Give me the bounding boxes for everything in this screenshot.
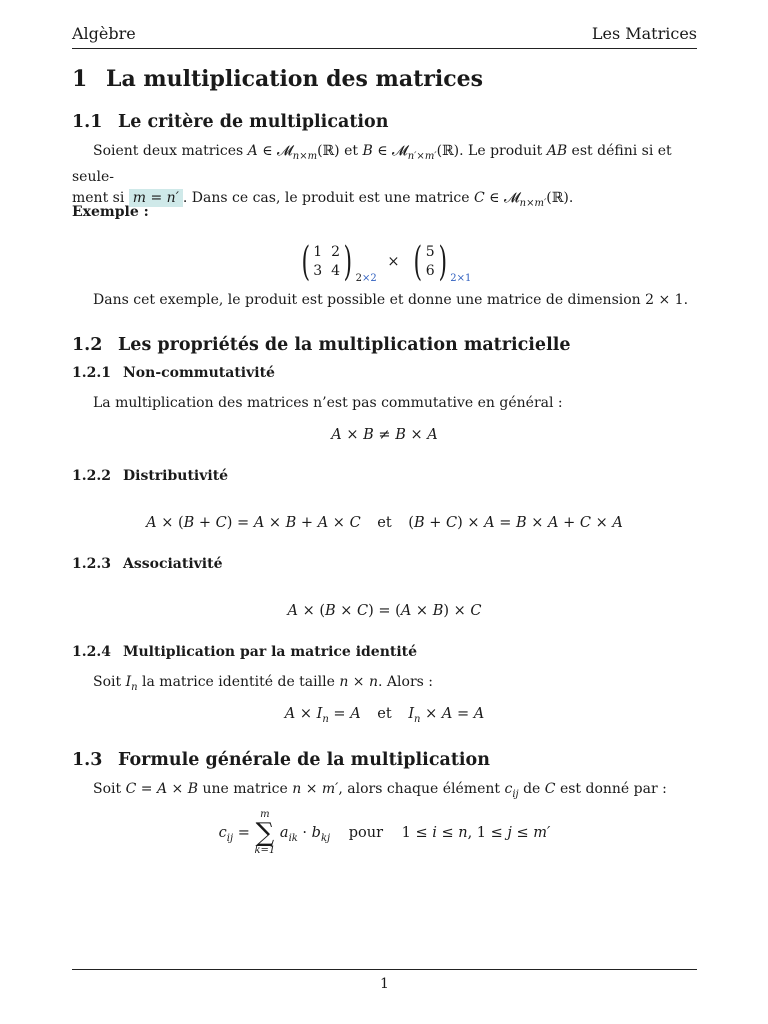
section-1-2-3-heading: 1.2.3 Associativité	[72, 556, 223, 572]
page-number: 1	[380, 976, 389, 992]
distributivity-formula: A × (B + C) = A × B + A × C et (B + C) × A = B × A + C × A	[146, 515, 623, 531]
identity-formula: $A \times I_n = A$ et $I_n \times A = A$	[284, 706, 485, 725]
example-label: Exemple :	[72, 204, 149, 220]
matrix-b-dimension: 2×1	[450, 273, 472, 284]
section-1-heading: 1 La multiplication des matrices	[72, 66, 483, 92]
section-1-2-4-text: Soit $I_n$ la matrice identité de taille n × n. Alors :	[93, 674, 433, 693]
footer-rule	[72, 969, 697, 970]
paragraph-line-2: ment si m = n′ . Dans ce cas, le produit est une matrice C ∈ 𝓜$_{n\times m'}$(ℝ).	[72, 189, 574, 209]
general-multiplication-formula: $c_{ij}$ = m ∑ k=1 $a_{ik} \cdot b_{kj}$ pour 1 ≤ i ≤ n, 1 ≤ j ≤ m′	[218, 809, 551, 856]
section-1-3-text: Soit C = A × B une matrice n × m′, alors chaque élément $c_{ij}$ de C est donné par :	[93, 781, 667, 800]
highlighted-condition: m = n′	[129, 189, 183, 207]
section-1-1-paragraph	[72, 141, 697, 214]
section-1-2-4-heading: 1.2.4 Multiplication par la matrice identité	[72, 644, 418, 660]
section-1-2-1-text: La multiplication des matrices n’est pas commutative en général :	[93, 395, 563, 411]
matrix-a: ( 1 2 3 4 ) 2×2	[301, 239, 377, 285]
matrix-b: ( 5 6 ) 2×1	[413, 239, 472, 285]
running-header-right: Les Matrices	[591, 24, 697, 43]
header-rule	[72, 48, 697, 49]
non-commutativity-formula: A × B ≠ B × A	[331, 427, 438, 443]
section-1-1-heading: 1.1 Le critère de multiplication	[72, 112, 389, 132]
section-1-2-heading: 1.2 Les propriétés de la multiplication matricielle	[72, 335, 571, 355]
section-1-3-heading: 1.3 Formule générale de la multiplication	[72, 750, 490, 770]
section-1-2-1-heading: 1.2.1 Non-commutativité	[72, 365, 275, 381]
associativity-formula: A × (B × C) = (A × B) × C	[287, 603, 482, 619]
example-conclusion: Dans cet exemple, le produit est possible et donne une matrice de dimension 2 × 1.	[93, 292, 689, 308]
running-header-left: Algèbre	[72, 24, 136, 43]
paragraph-line-1: Soient deux matrices A ∈ 𝓜$_{n\times m}$(ℝ) et B ∈ 𝓜$_{n'\times m'}$(ℝ). Le produit AB est défini si et seule-	[72, 143, 672, 185]
summation-symbol: m ∑ k=1	[254, 809, 276, 856]
section-1-2-2-heading: 1.2.2 Distributivité	[72, 468, 229, 484]
matrix-a-dimension: 2×2	[355, 273, 377, 284]
example-matrix-product: ( 1 2 3 4 ) 2×2 × ( 5 6 ) 2×1	[72, 242, 697, 282]
